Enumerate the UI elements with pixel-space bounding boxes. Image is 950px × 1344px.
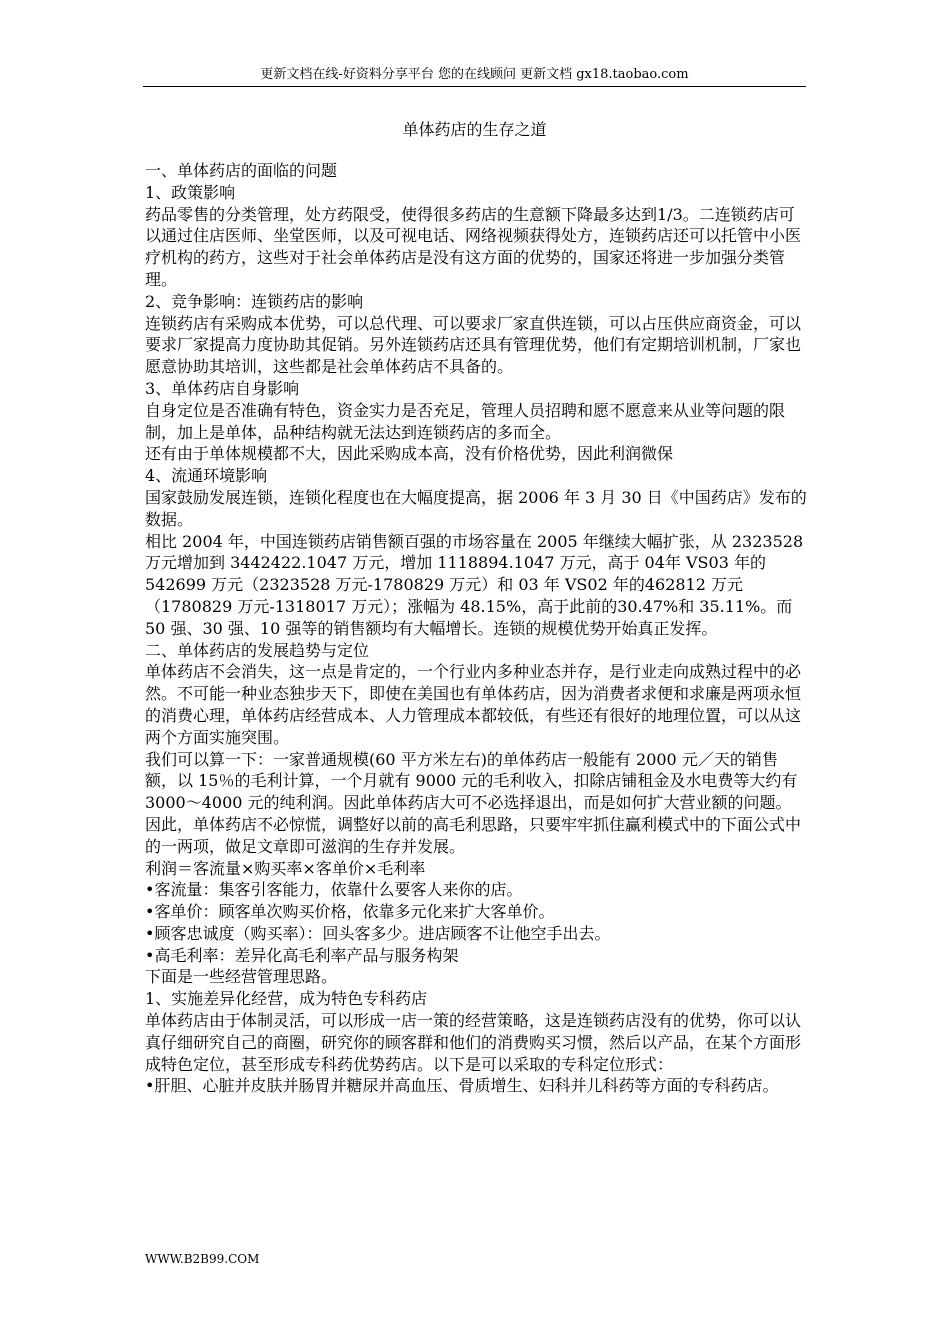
subsection-heading: 2、竞争影响：连锁药店的影响	[145, 291, 364, 311]
section-heading: 二、单体药店的发展趋势与定位	[145, 640, 370, 660]
body-paragraph: 单体药店由于体制灵活，可以形成一店一策的经营策略，这是连锁药店没有的优势，你可以认真仔细研究自己的商圈，研究你的顾客群和他们的消费购买习惯，然后以产品，在某个方面形成特色定位，甚至形成专科药优势药店。以下是可以采取的专科定位形式：	[145, 1011, 802, 1074]
body-paragraph: 我们可以算一下：一家普通规模(60 平方米左右)的单体药店一般能有 2000 元／天的销售额，以 15％的毛利计算，一个月就有 9000 元的毛利收入，扣除店铺租金及水电费等大约有 3000～4000 元的纯利润。因此单体药店大可不必选择退出，而是如何扩大营业额的问题。因此，单体药店不必惊慌，调整好以前的高毛利思路，只要牢牢抓住赢利模式中的下面公式中的一两项，做足文章即可滋润的生存并发展。	[145, 749, 802, 856]
body-paragraph: 下面是一些经营管理思路。	[145, 967, 338, 987]
body-paragraph: 单体药店不会消失，这一点是肯定的，一个行业内多种业态并存，是行业走向成熟过程中的必然。不可能一种业态独步天下，即使在美国也有单体药店，因为消费者求便和求廉是两项永恒的消费心理，单体药店经营成本、人力管理成本都较低，有些还有很好的地理位置，可以从这两个方面实施突围。	[145, 662, 802, 747]
body-paragraph: 相比 2004 年，中国连锁药店销售额百强的市场容量在 2005 年继续大幅扩张，从 2323528 万元增加到 3442422.1047 万元，增加 1118894.1047 万元，高于 04年 VS03 年的 542699 万元（2323528 万元-1780829 万元）和 03 年 VS02 年的462812 万元（1780829 万元-1318017 万元）；涨幅为 48.15%，高于此前的30.47%和 35.11%。而 50 强、30 强、10 强等的销售额均有大幅增长。连锁的规模优势开始真正发挥。	[145, 531, 804, 638]
body-paragraph: 药品零售的分类管理，处方药限受，使得很多药店的生意额下降最多达到1/3。二连锁药店可以通过住店医师、坐堂医师，以及可视电话、网络视频获得处方，连锁药店还可以托管中小医疗机构的药方，这些对于社会单体药店是没有这方面的优势的，国家还将进一步加强分类管理。	[145, 204, 802, 289]
body-paragraph: 连锁药店有采购成本优势，可以总代理、可以要求厂家直供连锁，可以占压供应商资金，可以要求厂家提高力度协助其促销。另外连锁药店还具有管理优势，他们有定期培训机制，厂家也愿意协助其培训，这些都是社会单体药店不具备的。	[145, 313, 802, 377]
bullet-item: •客单价：顾客单次购买价格，依靠多元化来扩大客单价。	[145, 902, 555, 922]
formula-line: 利润＝客流量×购买率×客单价×毛利率	[145, 858, 426, 878]
section-heading: 一、单体药店的面临的问题	[145, 161, 338, 180]
page-header: 更新文档在线-好资料分享平台 您的在线顾问 更新文档 gx18.taobao.com	[260, 67, 689, 82]
bullet-item: •肝胆、心脏并皮肤并肠胃并糖尿并高血压、骨质增生、妇科并儿科药等方面的专科药店。	[145, 1076, 779, 1096]
subsection-heading: 1、政策影响	[145, 182, 236, 202]
subsection-heading: 3、单体药店自身影响	[145, 378, 300, 398]
body-paragraph: 国家鼓励发展连锁，连锁化程度也在大幅度提高，据 2006 年 3 月 30 日《中国药店》发布的数据。	[145, 487, 807, 529]
subsection-heading: 1、实施差异化经营，成为特色专科药店	[145, 989, 428, 1009]
body-paragraph: 还有由于单体规模都不大，因此采购成本高，没有价格优势，因此利润微保	[145, 444, 674, 464]
document-title: 单体药店的生存之道	[402, 120, 547, 139]
subsection-heading: 4、流通环境影响	[145, 466, 268, 486]
page-footer: WWW.B2B99.COM	[145, 1252, 260, 1266]
document-body	[145, 160, 807, 1097]
bullet-item: •高毛利率：差异化高毛利率产品与服务构架	[145, 945, 459, 965]
bullet-item: •顾客忠诚度（购买率）：回头客多少。进店顾客不让他空手出去。	[145, 923, 611, 943]
bullet-item: •客流量：集客引客能力，依靠什么要客人来你的店。	[145, 880, 523, 900]
header-divider	[143, 86, 806, 87]
body-paragraph: 自身定位是否准确有特色，资金实力是否充足，管理人员招聘和愿不愿意来从业等问题的限制，加上是单体，品种结构就无法达到连锁药店的多而全。	[145, 400, 786, 442]
